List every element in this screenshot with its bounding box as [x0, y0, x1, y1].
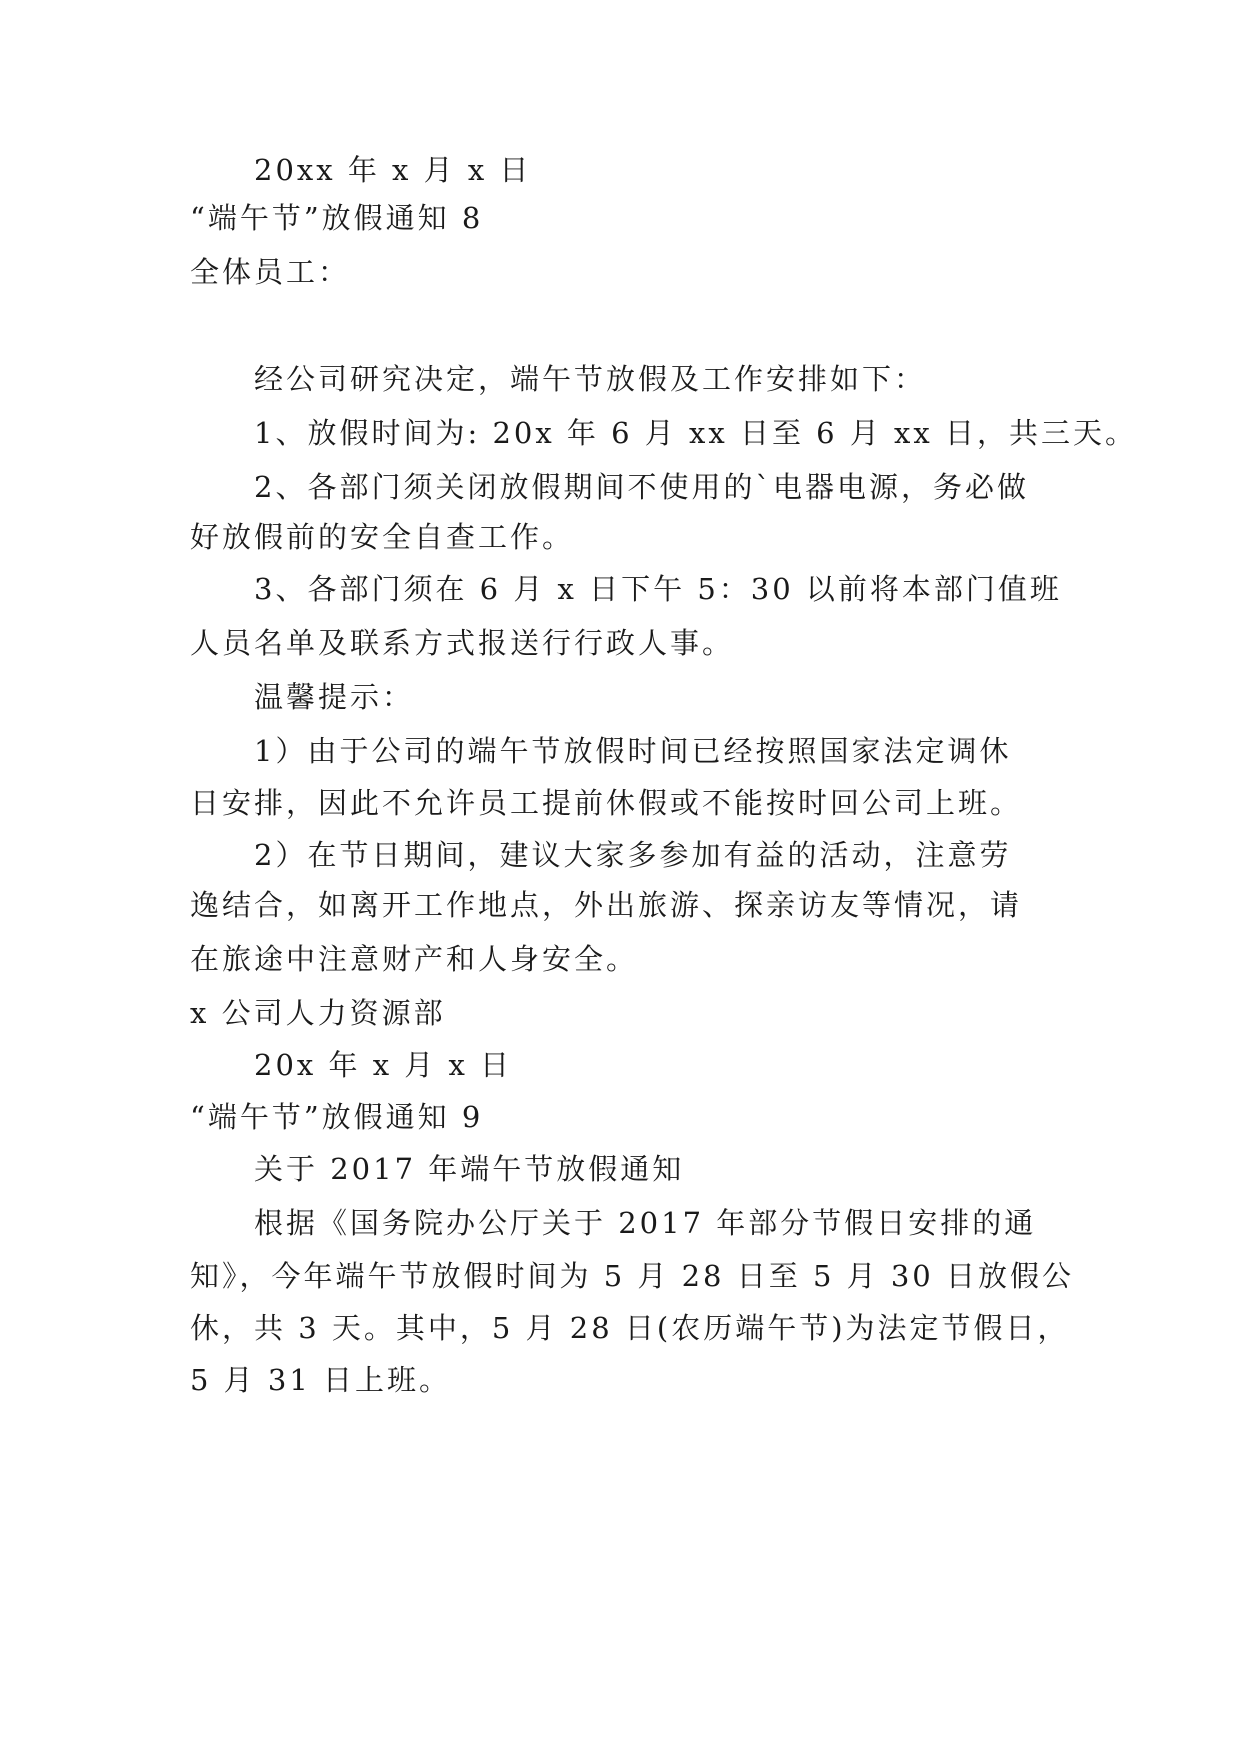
tips-heading: 温馨提示： [254, 680, 415, 714]
notice-title-8: “端午节”放假通知 8 [190, 201, 484, 235]
notice-title-9: “端午节”放假通知 9 [190, 1100, 484, 1134]
paragraph-line: 休，共 3 天。其中，5 月 28 日(农历端午节)为法定节假日， [190, 1311, 1070, 1345]
paragraph-line: 5 月 31 日上班。 [190, 1363, 452, 1397]
paragraph-line: 2、各部门须关闭放假期间不使用的`电器电源，务必做 [254, 470, 1029, 504]
subheading: 关于 2017 年端午节放假通知 [254, 1152, 685, 1186]
signature-line: x 公司人力资源部 [190, 996, 446, 1030]
paragraph-line: 3、各部门须在 6 月 x 日下午 5：30 以前将本部门值班 [254, 572, 1062, 606]
salutation: 全体员工： [190, 255, 351, 289]
date-line: 20x 年 x 月 x 日 [254, 1048, 513, 1082]
paragraph-line: 人员名单及联系方式报送行行政人事。 [190, 626, 735, 660]
paragraph-line: 1）由于公司的端午节放假时间已经按照国家法定调休 [254, 734, 1012, 768]
date-line: 20xx 年 x 月 x 日 [254, 153, 532, 187]
paragraph-line: 2）在节日期间，建议大家多参加有益的活动，注意劳 [254, 838, 1012, 872]
paragraph-line: 经公司研究决定，端午节放假及工作安排如下： [254, 362, 927, 396]
paragraph-line: 根据《国务院办公厅关于 2017 年部分节假日安排的通 [254, 1206, 1037, 1240]
paragraph-line: 1、放假时间为: 20x 年 6 月 xx 日至 6 月 xx 日，共三天。 [254, 416, 1137, 450]
paragraph-line: 在旅途中注意财产和人身安全。 [190, 942, 639, 976]
paragraph-line: 日安排，因此不允许员工提前休假或不能按时回公司上班。 [190, 786, 1023, 820]
paragraph-line: 好放假前的安全自查工作。 [190, 520, 575, 554]
paragraph-line: 知》，今年端午节放假时间为 5 月 28 日至 5 月 30 日放假公 [190, 1259, 1074, 1293]
paragraph-line: 逸结合，如离开工作地点，外出旅游、探亲访友等情况，请 [190, 888, 1023, 922]
